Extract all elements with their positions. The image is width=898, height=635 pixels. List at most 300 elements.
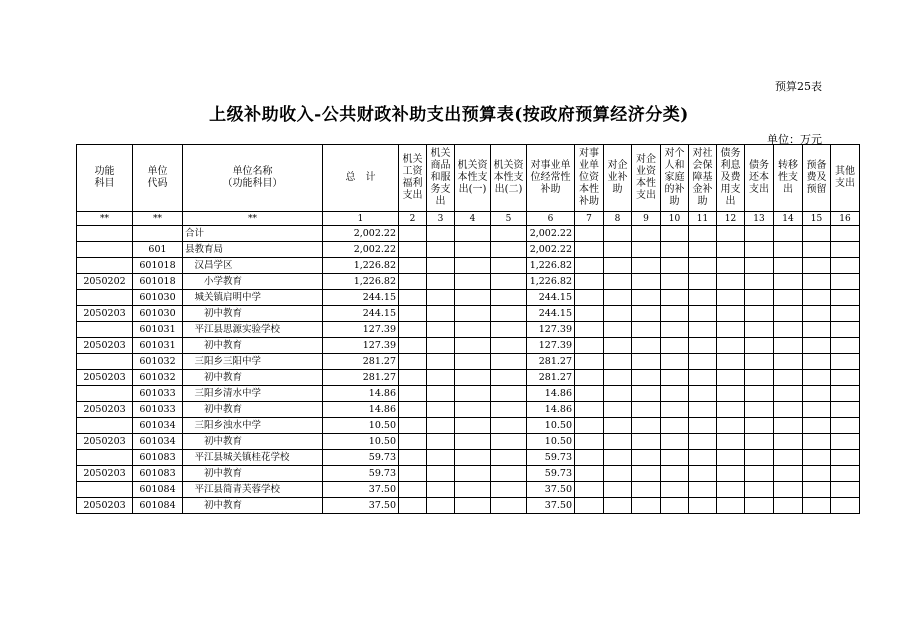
unit-name-cell: 平江县简青芙蓉学校 <box>183 482 323 498</box>
header-unit-code: 单位 代码 <box>133 145 183 212</box>
func-subject-cell <box>77 290 133 306</box>
unit-code-cell: 601084 <box>133 498 183 514</box>
index-cell: 16 <box>831 212 860 226</box>
amount-cell-c4 <box>455 242 491 258</box>
amount-cell-c9 <box>632 498 661 514</box>
table-row <box>77 418 860 434</box>
amount-cell-c11 <box>689 386 717 402</box>
amount-cell-c4 <box>455 498 491 514</box>
amount-cell-c4 <box>455 226 491 242</box>
amount-cell-c9 <box>632 418 661 434</box>
amount-cell-c13 <box>745 258 774 274</box>
unit-label: 单位：万元 <box>767 133 822 146</box>
amount-cell-c15 <box>803 226 831 242</box>
amount-cell-c16 <box>831 482 860 498</box>
header-c5: 机关资本性支出(二) <box>491 145 527 212</box>
amount-cell-c8 <box>604 498 632 514</box>
unit-name-cell: 县教育局 <box>183 242 323 258</box>
amount-cell-c5 <box>491 402 527 418</box>
amount-cell-c11 <box>689 482 717 498</box>
unit-code-cell: 601 <box>133 242 183 258</box>
amount-cell-c12 <box>717 434 745 450</box>
amount-cell-c6: 1,226.82 <box>527 274 575 290</box>
amount-cell-c8 <box>604 482 632 498</box>
amount-cell-c12 <box>717 258 745 274</box>
header-unit-name: 单位名称 （功能科目） <box>183 145 323 212</box>
amount-cell-c4 <box>455 402 491 418</box>
amount-cell-c10 <box>661 306 689 322</box>
table-row <box>77 274 860 290</box>
amount-cell-c14 <box>774 274 803 290</box>
amount-cell-c7 <box>575 258 604 274</box>
unit-code-cell: 601032 <box>133 354 183 370</box>
amount-cell-c16 <box>831 402 860 418</box>
total-cell: 281.27 <box>323 370 399 386</box>
index-cell: 1 <box>323 212 399 226</box>
amount-cell-c16 <box>831 370 860 386</box>
amount-cell-c11 <box>689 274 717 290</box>
amount-cell-c6: 1,226.82 <box>527 258 575 274</box>
amount-cell-c16 <box>831 290 860 306</box>
amount-cell-c10 <box>661 322 689 338</box>
amount-cell-c9 <box>632 434 661 450</box>
amount-cell-c13 <box>745 482 774 498</box>
amount-cell-c3 <box>427 402 455 418</box>
amount-cell-c13 <box>745 450 774 466</box>
amount-cell-c4 <box>455 418 491 434</box>
header-c15: 预备费及预留 <box>803 145 831 212</box>
amount-cell-c14 <box>774 354 803 370</box>
amount-cell-c10 <box>661 370 689 386</box>
amount-cell-c7 <box>575 498 604 514</box>
index-cell: 6 <box>527 212 575 226</box>
amount-cell-c2 <box>399 418 427 434</box>
amount-cell-c4 <box>455 386 491 402</box>
unit-code-cell: 601018 <box>133 274 183 290</box>
amount-cell-c8 <box>604 466 632 482</box>
unit-code-cell: 601034 <box>133 418 183 434</box>
unit-code-cell: 601084 <box>133 482 183 498</box>
amount-cell-c14 <box>774 386 803 402</box>
amount-cell-c14 <box>774 402 803 418</box>
unit-code-cell: 601030 <box>133 290 183 306</box>
amount-cell-c15 <box>803 354 831 370</box>
amount-cell-c15 <box>803 242 831 258</box>
func-subject-cell <box>77 482 133 498</box>
amount-cell-c9 <box>632 242 661 258</box>
func-subject-cell: 2050203 <box>77 402 133 418</box>
unit-code-cell: 601083 <box>133 466 183 482</box>
amount-cell-c8 <box>604 370 632 386</box>
total-cell: 244.15 <box>323 290 399 306</box>
unit-code-cell: 601031 <box>133 338 183 354</box>
unit-name-cell: 初中教育 <box>183 306 323 322</box>
total-cell: 10.50 <box>323 434 399 450</box>
table-row <box>77 322 860 338</box>
amount-cell-c12 <box>717 402 745 418</box>
amount-cell-c11 <box>689 290 717 306</box>
amount-cell-c9 <box>632 306 661 322</box>
amount-cell-c7 <box>575 386 604 402</box>
amount-cell-c6: 14.86 <box>527 386 575 402</box>
amount-cell-c11 <box>689 242 717 258</box>
index-cell: 13 <box>745 212 774 226</box>
unit-name-cell: 三阳乡三阳中学 <box>183 354 323 370</box>
amount-cell-c8 <box>604 274 632 290</box>
amount-cell-c14 <box>774 466 803 482</box>
amount-cell-c6: 59.73 <box>527 466 575 482</box>
amount-cell-c5 <box>491 386 527 402</box>
amount-cell-c15 <box>803 386 831 402</box>
amount-cell-c9 <box>632 290 661 306</box>
amount-cell-c15 <box>803 290 831 306</box>
table-row <box>77 498 860 514</box>
unit-name-cell: 初中教育 <box>183 402 323 418</box>
table-row <box>77 466 860 482</box>
unit-code-cell: 601018 <box>133 258 183 274</box>
amount-cell-c15 <box>803 434 831 450</box>
amount-cell-c8 <box>604 338 632 354</box>
header-c8: 对企业补助 <box>604 145 632 212</box>
amount-cell-c7 <box>575 402 604 418</box>
amount-cell-c16 <box>831 434 860 450</box>
amount-cell-c14 <box>774 258 803 274</box>
amount-cell-c8 <box>604 226 632 242</box>
amount-cell-c7 <box>575 482 604 498</box>
amount-cell-c4 <box>455 290 491 306</box>
amount-cell-c10 <box>661 402 689 418</box>
amount-cell-c16 <box>831 354 860 370</box>
amount-cell-c9 <box>632 338 661 354</box>
amount-cell-c5 <box>491 418 527 434</box>
header-c14: 转移性支出 <box>774 145 803 212</box>
amount-cell-c12 <box>717 370 745 386</box>
total-cell: 14.86 <box>323 402 399 418</box>
amount-cell-c4 <box>455 258 491 274</box>
amount-cell-c5 <box>491 434 527 450</box>
amount-cell-c6: 59.73 <box>527 450 575 466</box>
amount-cell-c6: 2,002.22 <box>527 226 575 242</box>
amount-cell-c4 <box>455 306 491 322</box>
amount-cell-c5 <box>491 274 527 290</box>
amount-cell-c3 <box>427 242 455 258</box>
amount-cell-c3 <box>427 450 455 466</box>
amount-cell-c13 <box>745 370 774 386</box>
amount-cell-c7 <box>575 226 604 242</box>
amount-cell-c2 <box>399 434 427 450</box>
unit-code-cell: 601033 <box>133 386 183 402</box>
amount-cell-c2 <box>399 322 427 338</box>
amount-cell-c11 <box>689 402 717 418</box>
amount-cell-c9 <box>632 482 661 498</box>
func-subject-cell: 2050203 <box>77 306 133 322</box>
total-cell: 1,226.82 <box>323 274 399 290</box>
header-c4: 机关资本性支出(一) <box>455 145 491 212</box>
table-row <box>77 258 860 274</box>
amount-cell-c8 <box>604 258 632 274</box>
amount-cell-c12 <box>717 290 745 306</box>
amount-cell-c11 <box>689 258 717 274</box>
amount-cell-c16 <box>831 386 860 402</box>
header-c7: 对事业单位资本性补助 <box>575 145 604 212</box>
amount-cell-c12 <box>717 354 745 370</box>
amount-cell-c15 <box>803 402 831 418</box>
amount-cell-c14 <box>774 450 803 466</box>
total-cell: 59.73 <box>323 450 399 466</box>
unit-name-cell: 平江县城关镇桂花学校 <box>183 450 323 466</box>
total-cell: 2,002.22 <box>323 242 399 258</box>
amount-cell-c13 <box>745 498 774 514</box>
amount-cell-c10 <box>661 258 689 274</box>
amount-cell-c8 <box>604 306 632 322</box>
amount-cell-c6: 14.86 <box>527 402 575 418</box>
table-row <box>77 370 860 386</box>
amount-cell-c14 <box>774 322 803 338</box>
amount-cell-c10 <box>661 482 689 498</box>
amount-cell-c4 <box>455 274 491 290</box>
amount-cell-c13 <box>745 354 774 370</box>
unit-code-cell: 601083 <box>133 450 183 466</box>
amount-cell-c6: 127.39 <box>527 338 575 354</box>
amount-cell-c12 <box>717 482 745 498</box>
unit-name-cell: 汉昌学区 <box>183 258 323 274</box>
amount-cell-c3 <box>427 370 455 386</box>
amount-cell-c13 <box>745 418 774 434</box>
amount-cell-c13 <box>745 386 774 402</box>
unit-name-cell: 城关镇启明中学 <box>183 290 323 306</box>
amount-cell-c6: 10.50 <box>527 434 575 450</box>
unit-code-cell: 601033 <box>133 402 183 418</box>
amount-cell-c7 <box>575 274 604 290</box>
amount-cell-c16 <box>831 450 860 466</box>
amount-cell-c11 <box>689 498 717 514</box>
total-cell: 244.15 <box>323 306 399 322</box>
func-subject-cell <box>77 354 133 370</box>
table-row <box>77 450 860 466</box>
amount-cell-c10 <box>661 274 689 290</box>
amount-cell-c10 <box>661 466 689 482</box>
amount-cell-c15 <box>803 418 831 434</box>
func-subject-cell <box>77 322 133 338</box>
amount-cell-c12 <box>717 386 745 402</box>
amount-cell-c12 <box>717 274 745 290</box>
amount-cell-c12 <box>717 466 745 482</box>
unit-name-cell: 初中教育 <box>183 498 323 514</box>
amount-cell-c4 <box>455 482 491 498</box>
amount-cell-c4 <box>455 370 491 386</box>
amount-cell-c9 <box>632 258 661 274</box>
amount-cell-c2 <box>399 354 427 370</box>
amount-cell-c3 <box>427 226 455 242</box>
amount-cell-c3 <box>427 466 455 482</box>
amount-cell-c9 <box>632 226 661 242</box>
func-subject-cell: 2050203 <box>77 498 133 514</box>
amount-cell-c2 <box>399 370 427 386</box>
amount-cell-c8 <box>604 322 632 338</box>
amount-cell-c3 <box>427 322 455 338</box>
amount-cell-c11 <box>689 322 717 338</box>
amount-cell-c11 <box>689 354 717 370</box>
amount-cell-c6: 127.39 <box>527 322 575 338</box>
amount-cell-c14 <box>774 498 803 514</box>
amount-cell-c8 <box>604 434 632 450</box>
total-cell: 14.86 <box>323 386 399 402</box>
unit-code-cell <box>133 226 183 242</box>
amount-cell-c16 <box>831 466 860 482</box>
amount-cell-c14 <box>774 370 803 386</box>
budget-table <box>76 144 860 514</box>
amount-cell-c14 <box>774 306 803 322</box>
func-subject-cell: 2050203 <box>77 466 133 482</box>
unit-name-cell: 初中教育 <box>183 434 323 450</box>
table-row <box>77 386 860 402</box>
unit-name-cell: 三阳乡清水中学 <box>183 386 323 402</box>
amount-cell-c2 <box>399 338 427 354</box>
index-cell: 10 <box>661 212 689 226</box>
amount-cell-c10 <box>661 242 689 258</box>
header-c3: 机关商品和服务支出 <box>427 145 455 212</box>
amount-cell-c13 <box>745 434 774 450</box>
header-c16: 其他支出 <box>831 145 860 212</box>
total-cell: 127.39 <box>323 322 399 338</box>
amount-cell-c2 <box>399 386 427 402</box>
index-cell: 7 <box>575 212 604 226</box>
amount-cell-c11 <box>689 450 717 466</box>
amount-cell-c15 <box>803 450 831 466</box>
amount-cell-c12 <box>717 226 745 242</box>
header-func-subject: 功能 科目 <box>77 145 133 212</box>
table-row <box>77 354 860 370</box>
table-row <box>77 226 860 242</box>
amount-cell-c3 <box>427 258 455 274</box>
table-row <box>77 242 860 258</box>
amount-cell-c13 <box>745 402 774 418</box>
table-row <box>77 402 860 418</box>
unit-code-cell: 601031 <box>133 322 183 338</box>
amount-cell-c9 <box>632 386 661 402</box>
total-cell: 2,002.22 <box>323 226 399 242</box>
amount-cell-c6: 281.27 <box>527 354 575 370</box>
amount-cell-c4 <box>455 338 491 354</box>
amount-cell-c7 <box>575 450 604 466</box>
amount-cell-c15 <box>803 274 831 290</box>
amount-cell-c13 <box>745 226 774 242</box>
amount-cell-c11 <box>689 418 717 434</box>
total-cell: 10.50 <box>323 418 399 434</box>
table-row <box>77 338 860 354</box>
amount-cell-c7 <box>575 434 604 450</box>
amount-cell-c5 <box>491 226 527 242</box>
amount-cell-c12 <box>717 322 745 338</box>
amount-cell-c3 <box>427 338 455 354</box>
index-cell: 9 <box>632 212 661 226</box>
amount-cell-c16 <box>831 258 860 274</box>
func-subject-cell <box>77 418 133 434</box>
index-cell: 12 <box>717 212 745 226</box>
amount-cell-c8 <box>604 354 632 370</box>
amount-cell-c5 <box>491 306 527 322</box>
func-subject-cell <box>77 226 133 242</box>
amount-cell-c5 <box>491 482 527 498</box>
header-c9: 对企业资本性支出 <box>632 145 661 212</box>
unit-name-cell: 小学教育 <box>183 274 323 290</box>
amount-cell-c15 <box>803 338 831 354</box>
amount-cell-c10 <box>661 498 689 514</box>
table-row <box>77 290 860 306</box>
amount-cell-c7 <box>575 370 604 386</box>
total-cell: 37.50 <box>323 482 399 498</box>
index-cell: ** <box>133 212 183 226</box>
unit-name-cell: 合计 <box>183 226 323 242</box>
amount-cell-c15 <box>803 306 831 322</box>
amount-cell-c10 <box>661 338 689 354</box>
amount-cell-c11 <box>689 338 717 354</box>
amount-cell-c15 <box>803 370 831 386</box>
amount-cell-c3 <box>427 482 455 498</box>
amount-cell-c13 <box>745 466 774 482</box>
amount-cell-c5 <box>491 498 527 514</box>
amount-cell-c2 <box>399 482 427 498</box>
unit-code-cell: 601030 <box>133 306 183 322</box>
amount-cell-c10 <box>661 450 689 466</box>
func-subject-cell: 2050202 <box>77 274 133 290</box>
amount-cell-c2 <box>399 306 427 322</box>
amount-cell-c8 <box>604 242 632 258</box>
header-total: 总 计 <box>323 145 399 212</box>
amount-cell-c3 <box>427 274 455 290</box>
header-c2: 机关工资福利支出 <box>399 145 427 212</box>
amount-cell-c16 <box>831 498 860 514</box>
amount-cell-c12 <box>717 418 745 434</box>
amount-cell-c7 <box>575 354 604 370</box>
header-c12: 债务利息及费用支出 <box>717 145 745 212</box>
amount-cell-c8 <box>604 386 632 402</box>
amount-cell-c7 <box>575 466 604 482</box>
amount-cell-c12 <box>717 338 745 354</box>
index-cell: 5 <box>491 212 527 226</box>
index-cell: 14 <box>774 212 803 226</box>
header-row <box>77 145 860 212</box>
amount-cell-c7 <box>575 290 604 306</box>
amount-cell-c15 <box>803 482 831 498</box>
amount-cell-c14 <box>774 338 803 354</box>
amount-cell-c7 <box>575 306 604 322</box>
amount-cell-c16 <box>831 338 860 354</box>
amount-cell-c12 <box>717 450 745 466</box>
amount-cell-c3 <box>427 386 455 402</box>
amount-cell-c16 <box>831 418 860 434</box>
func-subject-cell: 2050203 <box>77 338 133 354</box>
header-c10: 对个人和家庭的补助 <box>661 145 689 212</box>
amount-cell-c13 <box>745 274 774 290</box>
total-cell: 59.73 <box>323 466 399 482</box>
amount-cell-c14 <box>774 226 803 242</box>
amount-cell-c15 <box>803 258 831 274</box>
amount-cell-c4 <box>455 322 491 338</box>
amount-cell-c5 <box>491 290 527 306</box>
func-subject-cell: 2050203 <box>77 434 133 450</box>
amount-cell-c5 <box>491 370 527 386</box>
amount-cell-c9 <box>632 402 661 418</box>
amount-cell-c9 <box>632 370 661 386</box>
amount-cell-c10 <box>661 354 689 370</box>
amount-cell-c13 <box>745 242 774 258</box>
index-cell: 3 <box>427 212 455 226</box>
table-row <box>77 434 860 450</box>
index-cell: 8 <box>604 212 632 226</box>
total-cell: 281.27 <box>323 354 399 370</box>
amount-cell-c5 <box>491 258 527 274</box>
